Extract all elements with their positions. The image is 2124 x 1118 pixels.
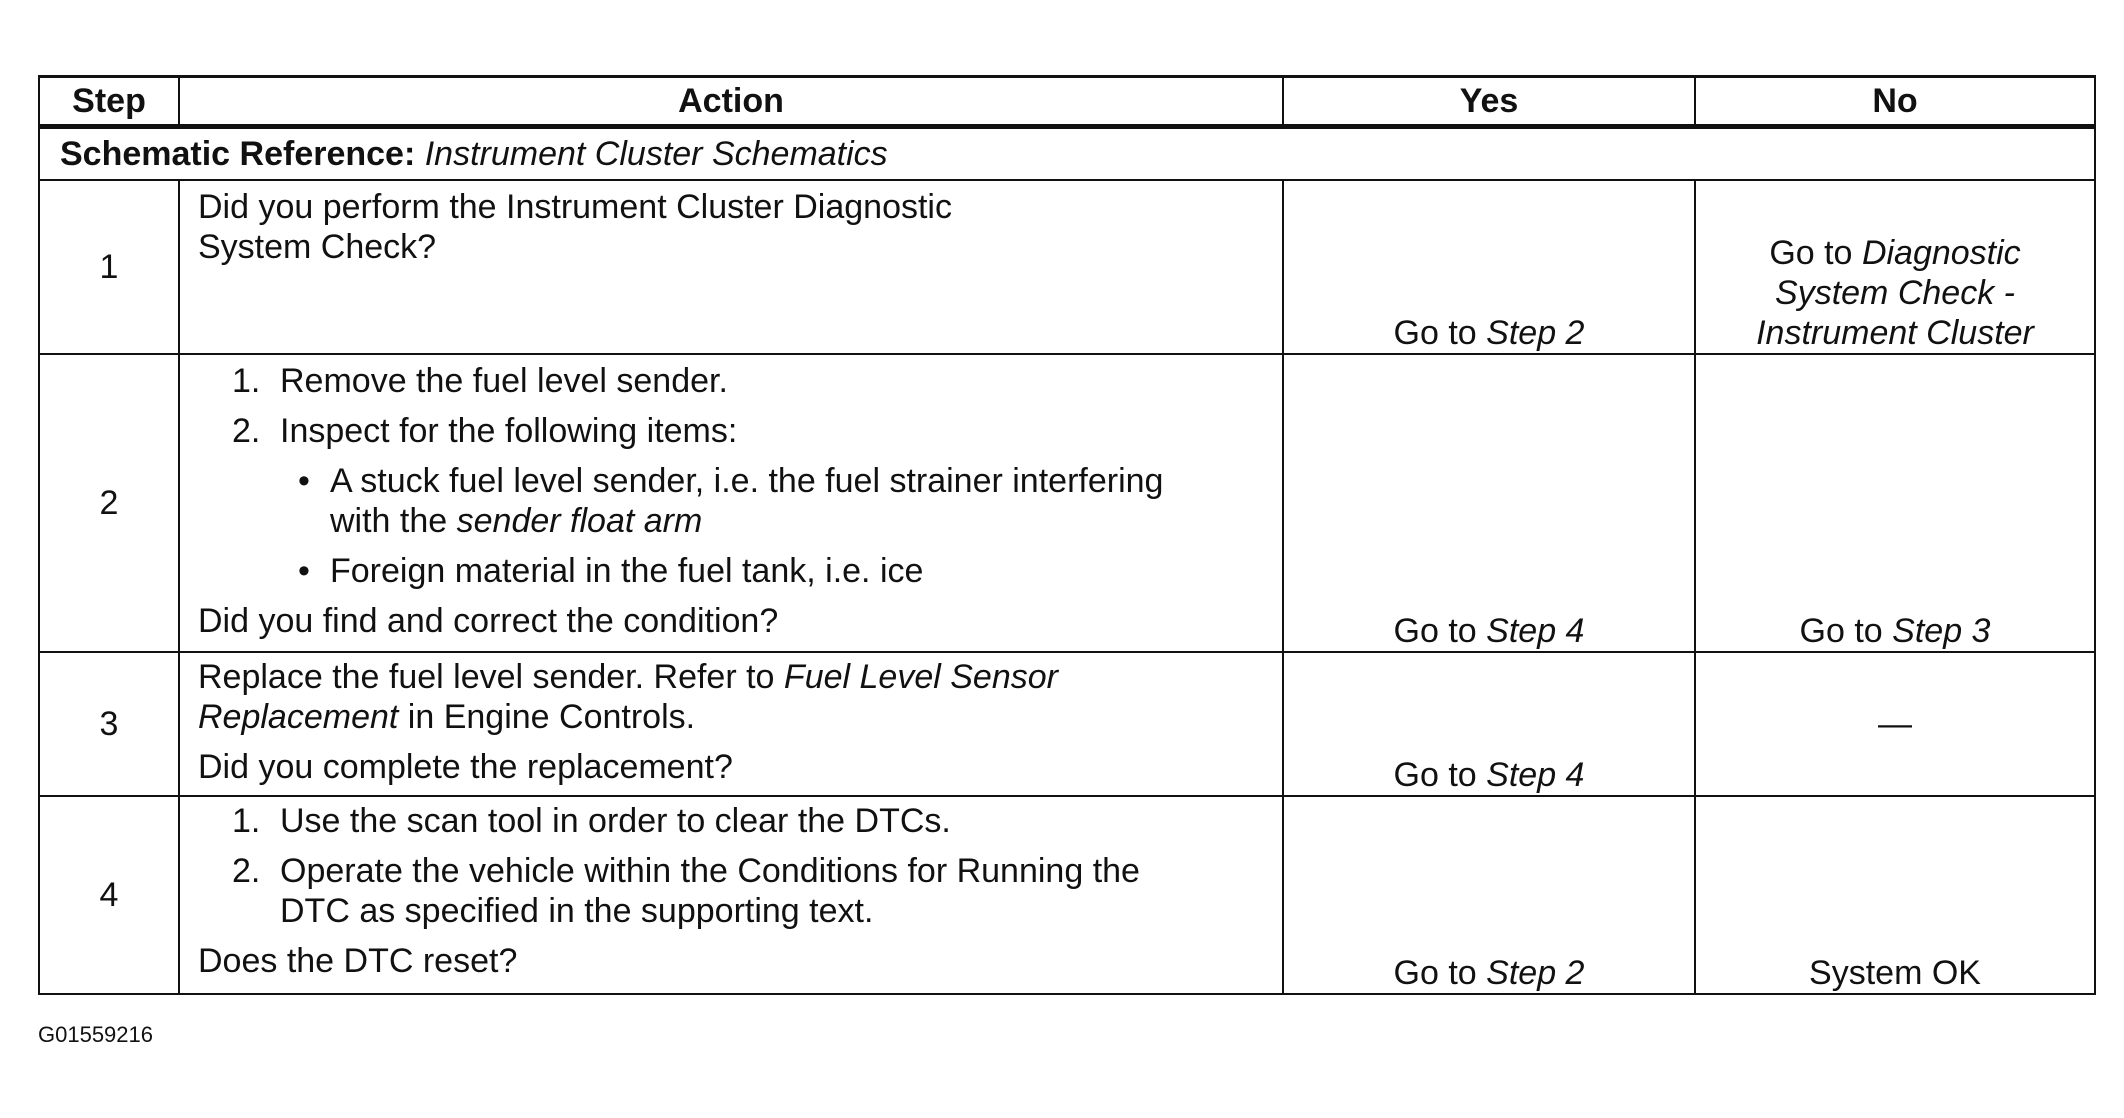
diagnostic-table [38, 75, 2096, 995]
question-text: Did you complete the replacement? [198, 748, 733, 786]
question-text: Does the DTC reset? [198, 942, 518, 980]
action-text: Replacement in Engine Controls. [198, 698, 696, 736]
no-cell [1695, 652, 2095, 796]
yes-target: Step 2 [1486, 314, 1585, 352]
yes-cell [1283, 354, 1695, 652]
list-item: 1. Use the scan tool in order to clear the DTCs. [232, 802, 951, 840]
no-result: System OK [1809, 954, 1981, 992]
no-dash: — [1878, 705, 1912, 743]
yes-prefix: Go to [1393, 612, 1477, 650]
no-target: Instrument Cluster [1756, 314, 2034, 352]
reference-value: Instrument Cluster Schematics [424, 135, 888, 173]
no-target: System Check - [1775, 274, 2015, 312]
table-row-step-2 [39, 354, 2095, 652]
table-row-step-4 [39, 796, 2095, 994]
figure-id: G01559216 [38, 1022, 153, 1047]
header-yes: Yes [1283, 77, 1695, 127]
schematic-reference [39, 127, 2095, 181]
action-cell [179, 796, 1283, 994]
header-no: No [1695, 77, 2095, 127]
list-item: 1. Remove the fuel level sender. [232, 362, 728, 400]
bullet-item: • Foreign material in the fuel tank, i.e. ice [298, 552, 924, 590]
action-text: Did you perform the Instrument Cluster Diagnostic [198, 188, 952, 226]
step-number: 4 [39, 796, 179, 994]
list-item: 2. Operate the vehicle within the Conditions for Running the DTC as specified in the supporting text. [232, 852, 1140, 930]
yes-cell [1283, 796, 1695, 994]
action-text: Replace the fuel level sender. Refer to Fuel Level Sensor [198, 658, 1058, 696]
yes-target: Step 2 [1486, 954, 1585, 992]
no-prefix: Go to [1769, 234, 1853, 272]
step-number: 2 [39, 354, 179, 652]
step-number: 3 [39, 652, 179, 796]
yes-target: Step 4 [1486, 612, 1585, 650]
bullet-icon: • [298, 552, 310, 590]
header-row [39, 77, 2095, 127]
table-row-step-1 [39, 180, 2095, 354]
action-text: System Check? [198, 228, 437, 266]
no-target: Step 3 [1892, 612, 1991, 650]
yes-cell [1283, 180, 1695, 354]
reference-label: Schematic Reference: [60, 135, 416, 173]
bullet-item: • A stuck fuel level sender, i.e. the fuel strainer interfering with the sender float arm [298, 462, 1164, 540]
yes-prefix: Go to [1393, 756, 1477, 794]
yes-prefix: Go to [1393, 314, 1477, 352]
no-cell [1695, 354, 2095, 652]
action-cell [179, 652, 1283, 796]
header-step: Step [39, 77, 179, 127]
action-cell [179, 180, 1283, 354]
question-text: Did you find and correct the condition? [198, 602, 779, 640]
no-target: Diagnostic [1861, 234, 2021, 272]
schematic-reference-row [39, 127, 2095, 181]
no-prefix: Go to [1799, 612, 1883, 650]
action-cell [179, 354, 1283, 652]
list-item: 2. Inspect for the following items: [232, 412, 738, 450]
yes-target: Step 4 [1486, 756, 1585, 794]
header-action: Action [179, 77, 1283, 127]
step-number: 1 [39, 180, 179, 354]
yes-cell [1283, 652, 1695, 796]
no-cell [1695, 796, 2095, 994]
table-row-step-3 [39, 652, 2095, 796]
yes-prefix: Go to [1393, 954, 1477, 992]
no-cell [1695, 180, 2095, 354]
bullet-icon: • [298, 462, 310, 500]
